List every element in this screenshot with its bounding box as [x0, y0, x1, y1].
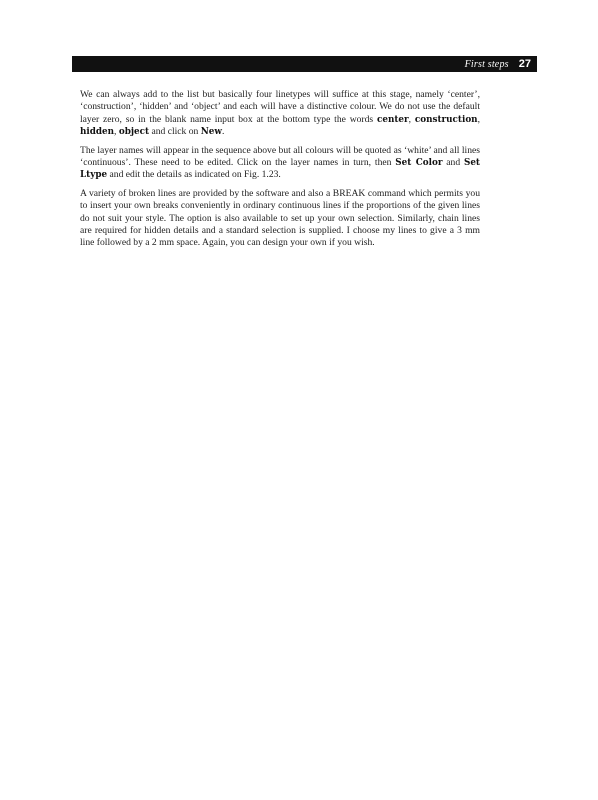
body-text [80, 89, 480, 256]
p2-text-3: and edit the details as indicated on Fig. 1.23. [107, 169, 281, 181]
p1-bold-new: New [200, 127, 222, 138]
p2-bold-set-color: Set Color [395, 158, 443, 169]
p1-text-4: , [114, 126, 119, 138]
p1-text-6: . [221, 126, 225, 138]
p1-text-2: , [408, 113, 415, 125]
running-header-bar [72, 56, 537, 72]
p1-bold-construction: construction [414, 114, 478, 125]
p2-text-1: The layer names will appear in the sequence above but all colours will be quoted as ‘white’ and all lines ‘continuous’. These need to be edited. Click on the layer names in turn, then [80, 144, 480, 169]
p1-text-5: and click on [149, 126, 201, 138]
paragraph-1 [80, 89, 480, 139]
p1-text-3: , [477, 113, 480, 125]
p1-bold-center: center [377, 114, 409, 125]
p2-text-2: and [442, 157, 464, 169]
page-number: 27 [518, 58, 531, 70]
p2-bold-set-ltype: Set Ltype [80, 158, 480, 181]
paragraph-3: A variety of broken lines are provided by the software and also a BREAK command which permits you to insert your own breaks conveniently in ordinary continuous lines if the proportions of the given lines do not suit your style. The option is also available to set up your own selection. Similarly, chain lines are required for hidden details and a standard selection is supplied. I choose my lines to give a 3 mm line followed by a 2 mm space. Again, you can design your own if you wish. [80, 187, 480, 249]
p1-bold-object: object [118, 127, 150, 138]
running-head-title: First steps [464, 58, 509, 70]
p1-bold-hidden: hidden [80, 127, 115, 138]
p1-text-1: We can always add to the list but basically four linetypes will suffice at this stage, namely ‘center’, ‘construction’, ‘hidden’ and ‘object’ and each will have a distinctive colour. We do not use the default layer zero, so in the blank name input box at the bottom type the words [80, 89, 480, 125]
paragraph-2 [80, 145, 480, 182]
